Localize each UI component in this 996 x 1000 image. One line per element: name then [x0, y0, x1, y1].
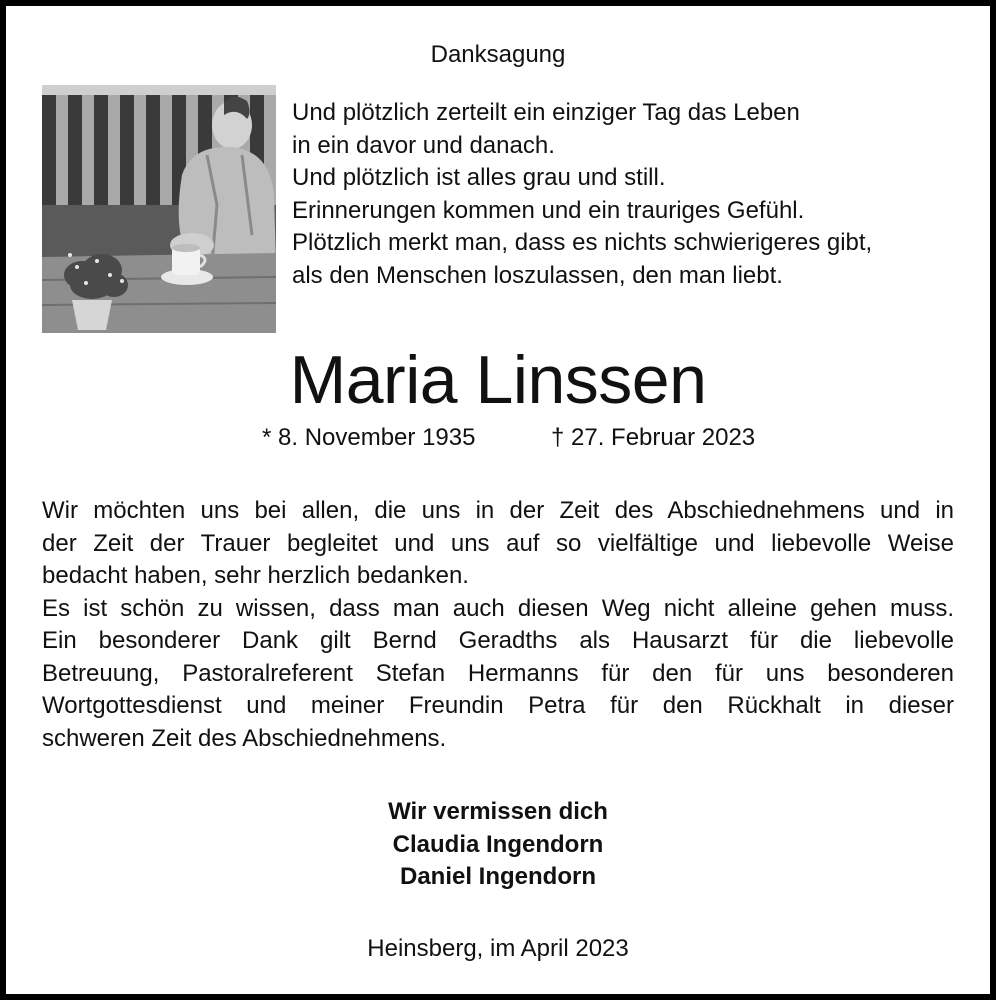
poem [292, 97, 952, 293]
birth-date: * 8. November 1935 [262, 424, 476, 451]
death-date: † 27. Februar 2023 [551, 424, 756, 451]
thanks-line: Wortgottesdienst und meiner Freundin Petra für den Rückhalt in dieser [42, 692, 954, 719]
signature-block [0, 796, 996, 894]
poem-line: Plötzlich merkt man, dass es nichts schwierigeres gibt, [292, 229, 873, 257]
thanks-line: Betreuung, Pastoralreferent Stefan Hermanns für den für uns besonderen [42, 659, 954, 687]
signature-line: Daniel Ingendorn [399, 863, 596, 890]
poem-line: als den Menschen loszulassen, den man liebt. [292, 261, 783, 289]
thanks-line: Wir möchten uns bei allen, die uns in der Zeit des Abschiednehmens und in [42, 497, 954, 524]
poem-line: Und plötzlich ist alles grau und still. [292, 164, 666, 192]
signature-line: Wir vermissen dich [388, 798, 608, 825]
thanks-line: Ein besonderer Dank gilt Bernd Geradths als Hausarzt für die liebevolle [42, 627, 954, 654]
thanks-line: der Zeit der Trauer begleitet und uns auf so vielfältige und liebevolle Weise [42, 529, 954, 557]
signature-line: Claudia Ingendorn [392, 830, 604, 858]
poem-line: Und plötzlich zerteilt ein einziger Tag das Leben [292, 99, 800, 126]
heading: Danksagung [430, 41, 566, 68]
poem-line: Erinnerungen kommen und ein trauriges Gefühl. [292, 196, 805, 224]
poem-line: in ein davor und danach. [292, 131, 555, 159]
portrait-photo [42, 85, 276, 333]
thanks-line: Es ist schön zu wissen, dass man auch diesen Weg nicht alleine gehen muss. [42, 594, 954, 622]
deceased-name: Maria Linssen [289, 342, 707, 418]
thanks-line: schweren Zeit des Abschiednehmens. [42, 724, 447, 752]
place-date: Heinsberg, im April 2023 [367, 935, 629, 962]
thanks-text [42, 495, 954, 755]
thanks-line: bedacht haben, sehr herzlich bedanken. [42, 562, 469, 589]
